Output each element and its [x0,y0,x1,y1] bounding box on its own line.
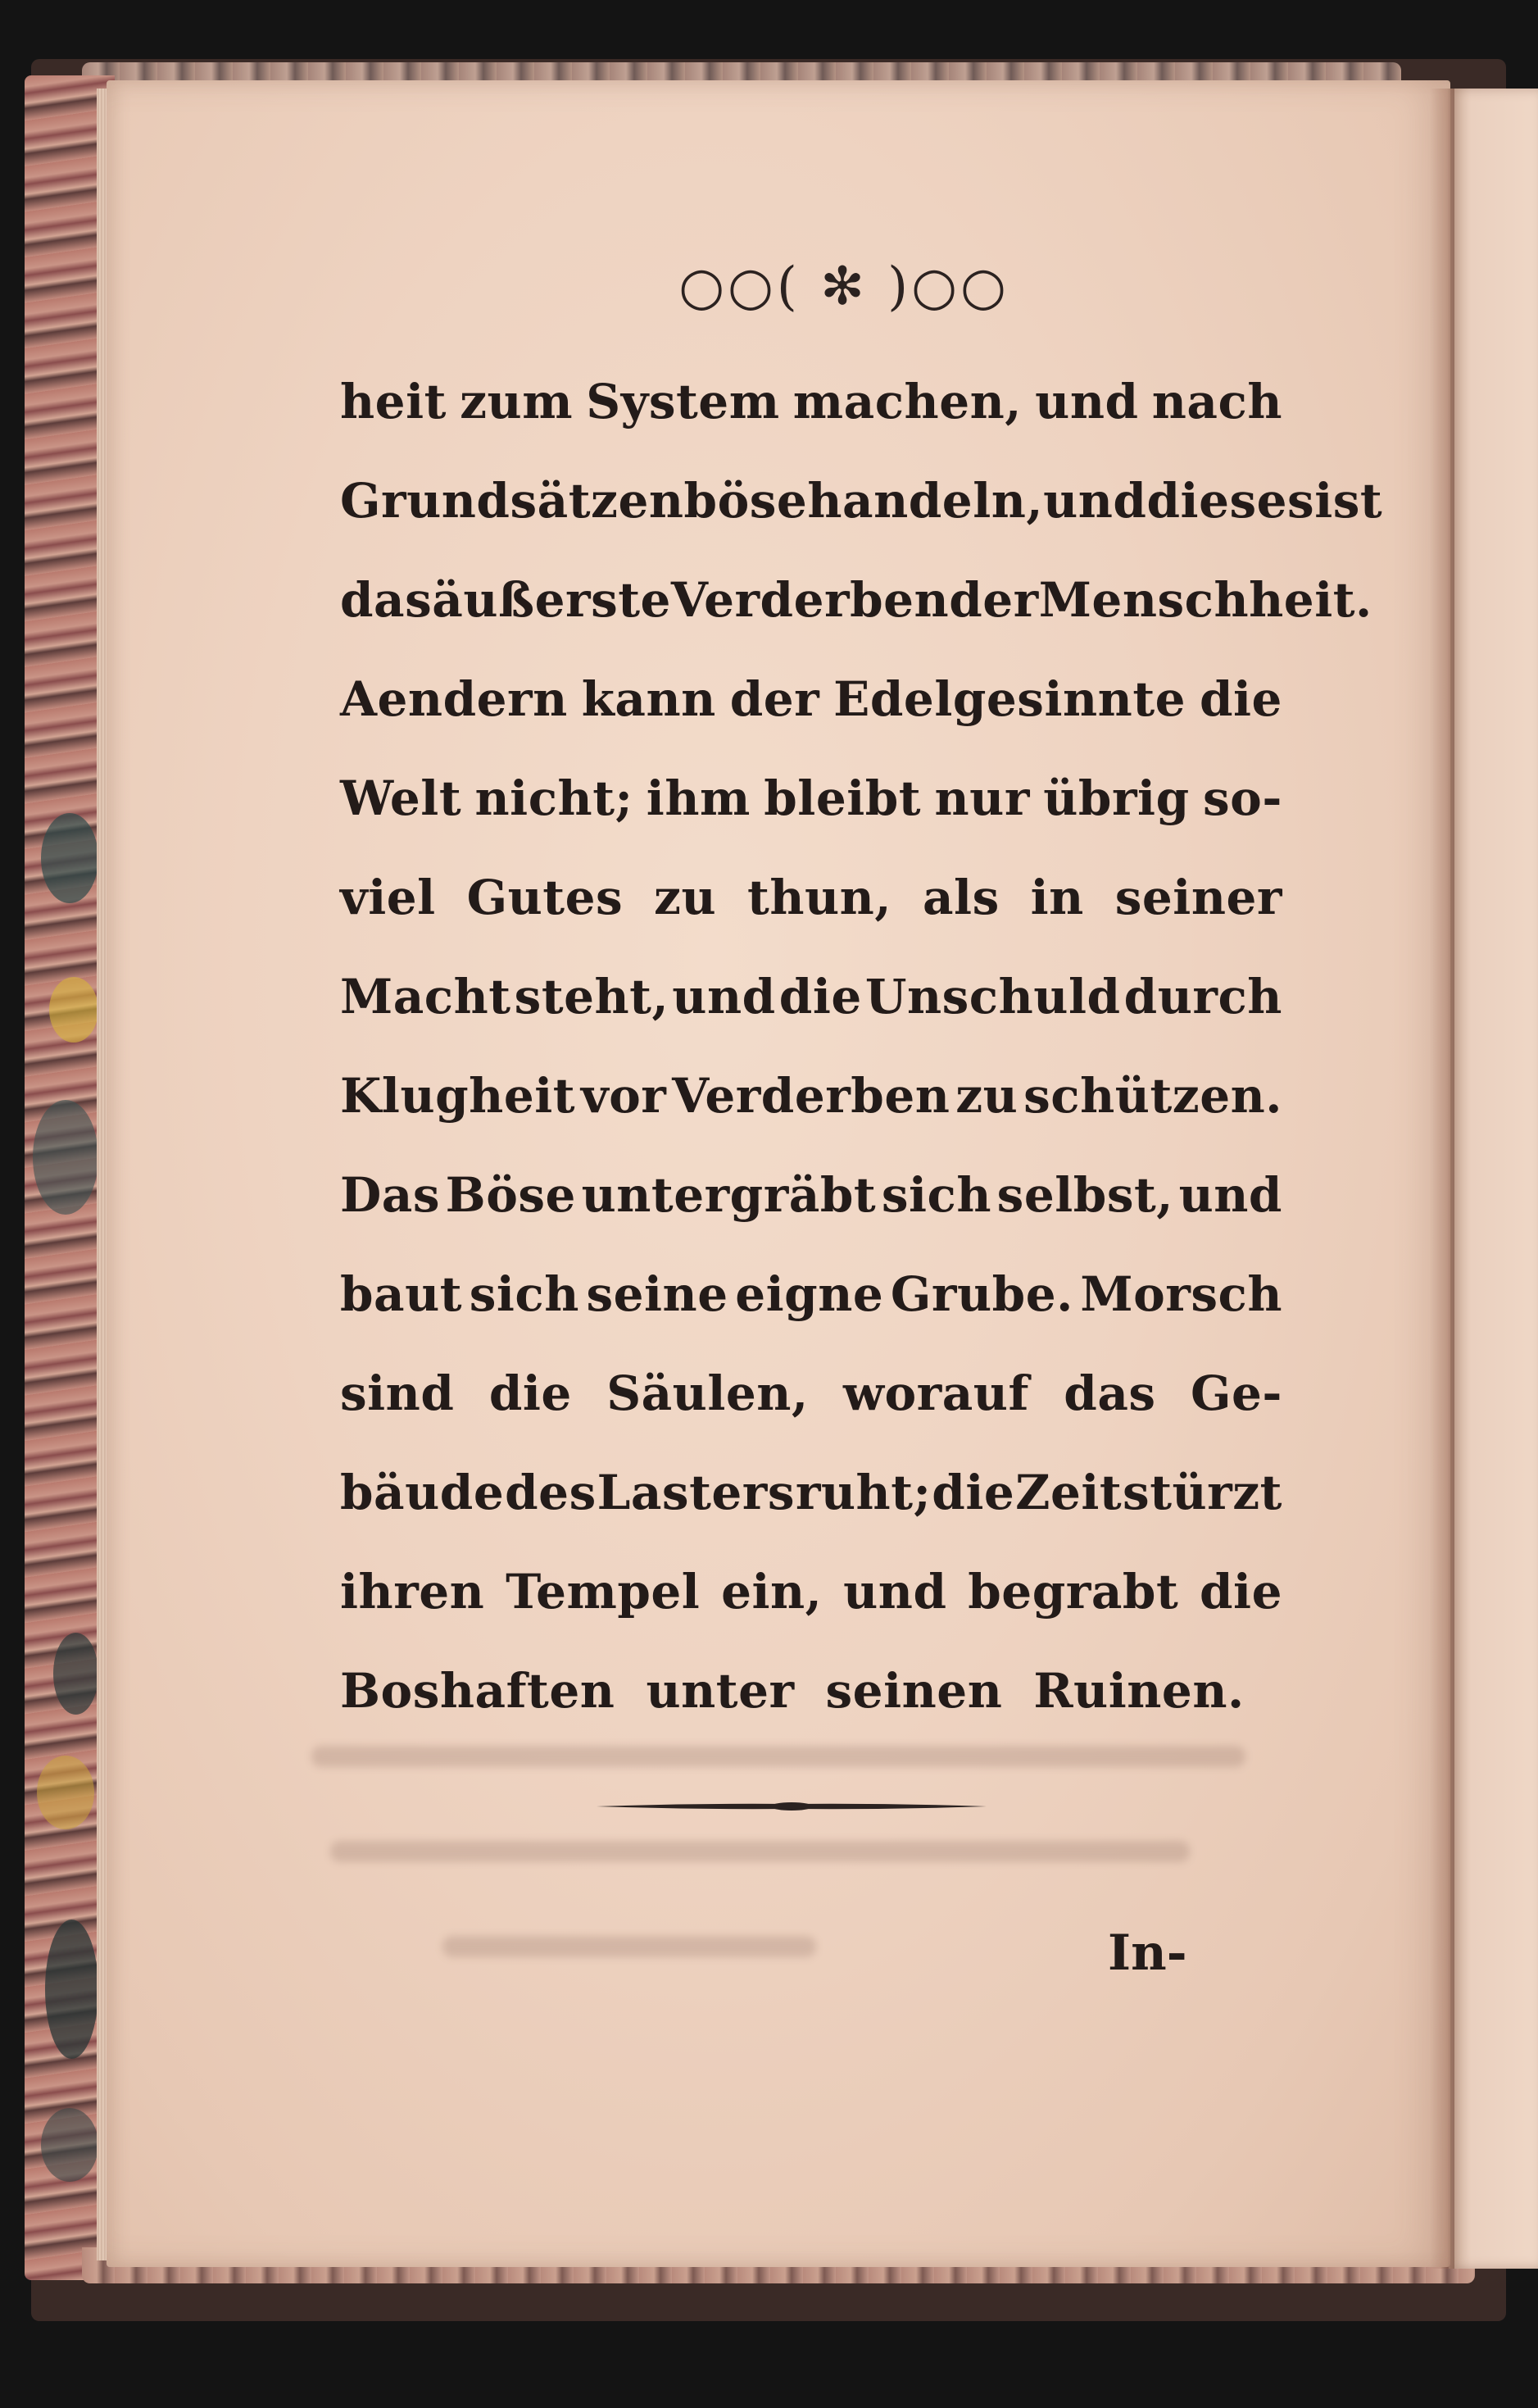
word: nicht; [474,770,633,826]
word: die [932,1465,1015,1520]
word: Welt [340,770,462,826]
word: Aendern [340,671,568,727]
text-line [340,1245,1282,1344]
word: Boshaften [340,1663,615,1719]
word: Grube. [890,1266,1073,1322]
word: Morsch [1080,1266,1282,1322]
word: unter [646,1663,795,1719]
word: bleibt [764,770,922,826]
word: Ruinen. [1033,1663,1245,1719]
word: in [1030,870,1084,925]
word: Klugheit [340,1068,576,1124]
word: seine [586,1266,728,1322]
word: die [1199,1564,1282,1620]
word: die [778,969,862,1025]
facing-page-edge [1449,89,1538,2269]
word: zum [460,374,574,429]
section-divider-rule [597,1800,987,1813]
word: und [843,1564,947,1620]
word: äußerste [432,572,671,628]
word: bäude [340,1465,505,1520]
word: übrig [1043,770,1190,826]
word: Unschuld [864,969,1121,1025]
text-line [340,1642,1282,1741]
page-gutter-shadow [1430,89,1454,2269]
word: das [1064,1365,1156,1421]
text-line [340,352,1282,452]
word: böse [683,473,808,529]
word: Menschheit. [1038,572,1372,628]
text-line [340,452,1383,551]
text-line [340,1146,1282,1245]
word: und [1178,1167,1282,1223]
word: viel [340,870,436,925]
word: zu [955,1068,1019,1124]
word: seiner [1114,870,1282,925]
word: ihm [646,770,751,826]
text-line [340,1344,1282,1443]
header-ornament: ○○( ✻ )○○ [678,257,1009,317]
word: kann [581,671,716,727]
word: worauf [843,1365,1029,1421]
bleed-through-text [311,1746,1245,2008]
word: steht, [514,969,669,1025]
word: nach [1151,374,1282,429]
word: ihren [340,1564,485,1620]
text-line [340,1443,1282,1542]
word: und [1035,374,1139,429]
word: Ge- [1190,1365,1282,1421]
word: machen, [792,374,1022,429]
catchword: In- [1108,1924,1187,1982]
word: dieses [1146,473,1315,529]
word: Tempel [506,1564,701,1620]
word: des [505,1465,597,1520]
text-line [340,947,1282,1047]
word: Macht [340,969,511,1025]
word: Lasters [597,1465,795,1520]
word: Edelgesinnte [833,671,1186,727]
word: stürzt [1123,1465,1282,1520]
word: sich [881,1167,992,1223]
text-line [340,749,1282,848]
word: sind [340,1365,455,1421]
word: baut [340,1266,463,1322]
word: schützen. [1023,1068,1282,1124]
word: und [672,969,776,1025]
word: Böse [445,1167,576,1223]
word: die [488,1365,572,1421]
word: Zeit [1015,1465,1123,1520]
word: selbst, [996,1167,1173,1223]
word: seinen [825,1663,1003,1719]
word: Gutes [466,870,624,925]
word: System [586,374,780,429]
word: Das [340,1167,441,1223]
word: vor [580,1068,667,1124]
text-line [340,551,1372,650]
word: Säulen, [606,1365,809,1421]
text-line [340,1047,1282,1146]
word: heit [340,374,447,429]
word: Verderben [672,1068,950,1124]
word: als [922,870,1000,925]
page-body-text [340,352,1383,1741]
word: Grundsätzen [340,473,684,529]
text-line [340,650,1282,749]
word: ruht; [795,1465,932,1520]
word: die [1199,671,1282,727]
word: und [1043,473,1147,529]
text-line [340,1542,1282,1642]
word: so- [1203,770,1282,826]
word: der [729,671,820,727]
word: nur [934,770,1030,826]
word: eigne [735,1266,884,1322]
word: thun, [747,870,892,925]
word: Verderben [670,572,950,628]
word: handeln, [807,473,1044,529]
word: das [340,572,433,628]
word: sich [469,1266,579,1322]
word: ein, [721,1564,823,1620]
word: zu [654,870,717,925]
text-line [340,848,1282,947]
word: durch [1123,969,1282,1025]
word: der [949,572,1039,628]
word: untergräbt [581,1167,877,1223]
word: ist [1314,473,1383,529]
word: begrabt [968,1564,1179,1620]
